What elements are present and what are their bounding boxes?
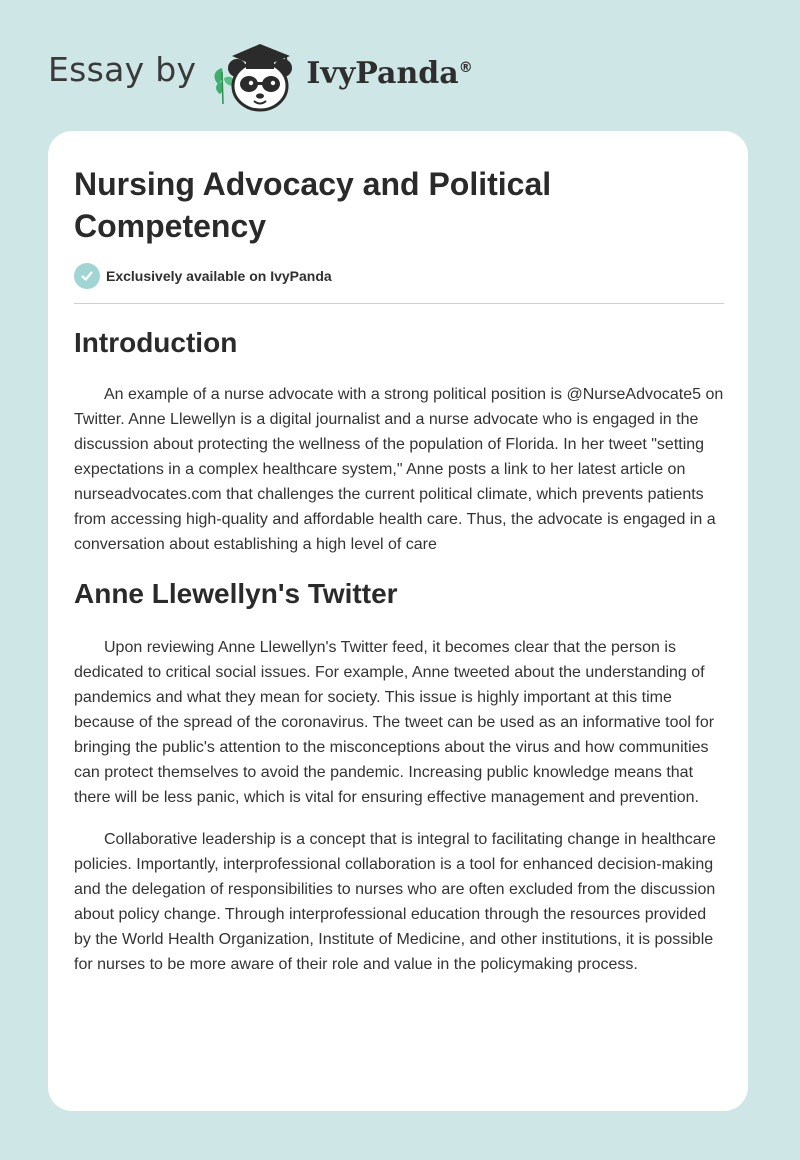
exclusive-badge <box>74 263 332 289</box>
brand-header[interactable] <box>48 34 473 114</box>
section-heading-twitter: Anne Llewellyn's Twitter <box>74 578 398 609</box>
paragraph: Upon reviewing Anne Llewellyn's Twitter feed, it becomes clear that the person is dedicated to critical social issues. For example, Anne tweeted about the understanding of pandemics and what they mean for society. This issue is highly important at this time because of the spread of the coronavirus. The tweet can be used as an informative tool for bringing the public's attention to the misconceptions about the virus and how communities can protect themselves to avoid the pandemic. Increasing public knowledge means that there will be less panic, which is vital for ensuring effective management and prevention. <box>74 639 715 806</box>
badge-label: Exclusively available on IvyPanda <box>106 268 332 284</box>
panda-logo-icon <box>210 34 302 114</box>
checkmark-icon <box>74 263 100 289</box>
section-heading-introduction: Introduction <box>74 327 238 358</box>
essay-title: Nursing Advocacy and Political Competency <box>74 166 552 244</box>
essay-body <box>74 321 724 977</box>
brand-name: IvyPanda® <box>306 55 473 91</box>
brand-prefix: Essay by <box>48 49 197 89</box>
paragraph: Collaborative leadership is a concept that is integral to facilitating change in healthcare policies. Importantly, interprofessional collaboration is a tool for enhanced decision-making and the delegation of responsibilities to nurses who are often excluded from the discussion about policy change. Through interprofessional education through the resources provided by the World Health Organization, Institute of Medicine, and other institutions, it is possible for nurses to be more aware of their role and value in the policymaking process. <box>74 831 716 973</box>
title-divider <box>74 303 724 304</box>
paragraph: An example of a nurse advocate with a strong political position is @NurseAdvocate5 on Twitter. Anne Llewellyn is a digital journalist and a nurse advocate who is engaged in the discussion about protecting the wellness of the population of Florida. In her tweet "setting expectations in a complex healthcare system," Anne posts a link to her latest article on nurseadvocates.com that challenges the current political climate, which prevents patients from accessing high-quality and affordable health care. Thus, the advocate is engaged in a conversation about establishing a high level of care <box>74 386 724 553</box>
essay-card <box>48 131 748 1111</box>
